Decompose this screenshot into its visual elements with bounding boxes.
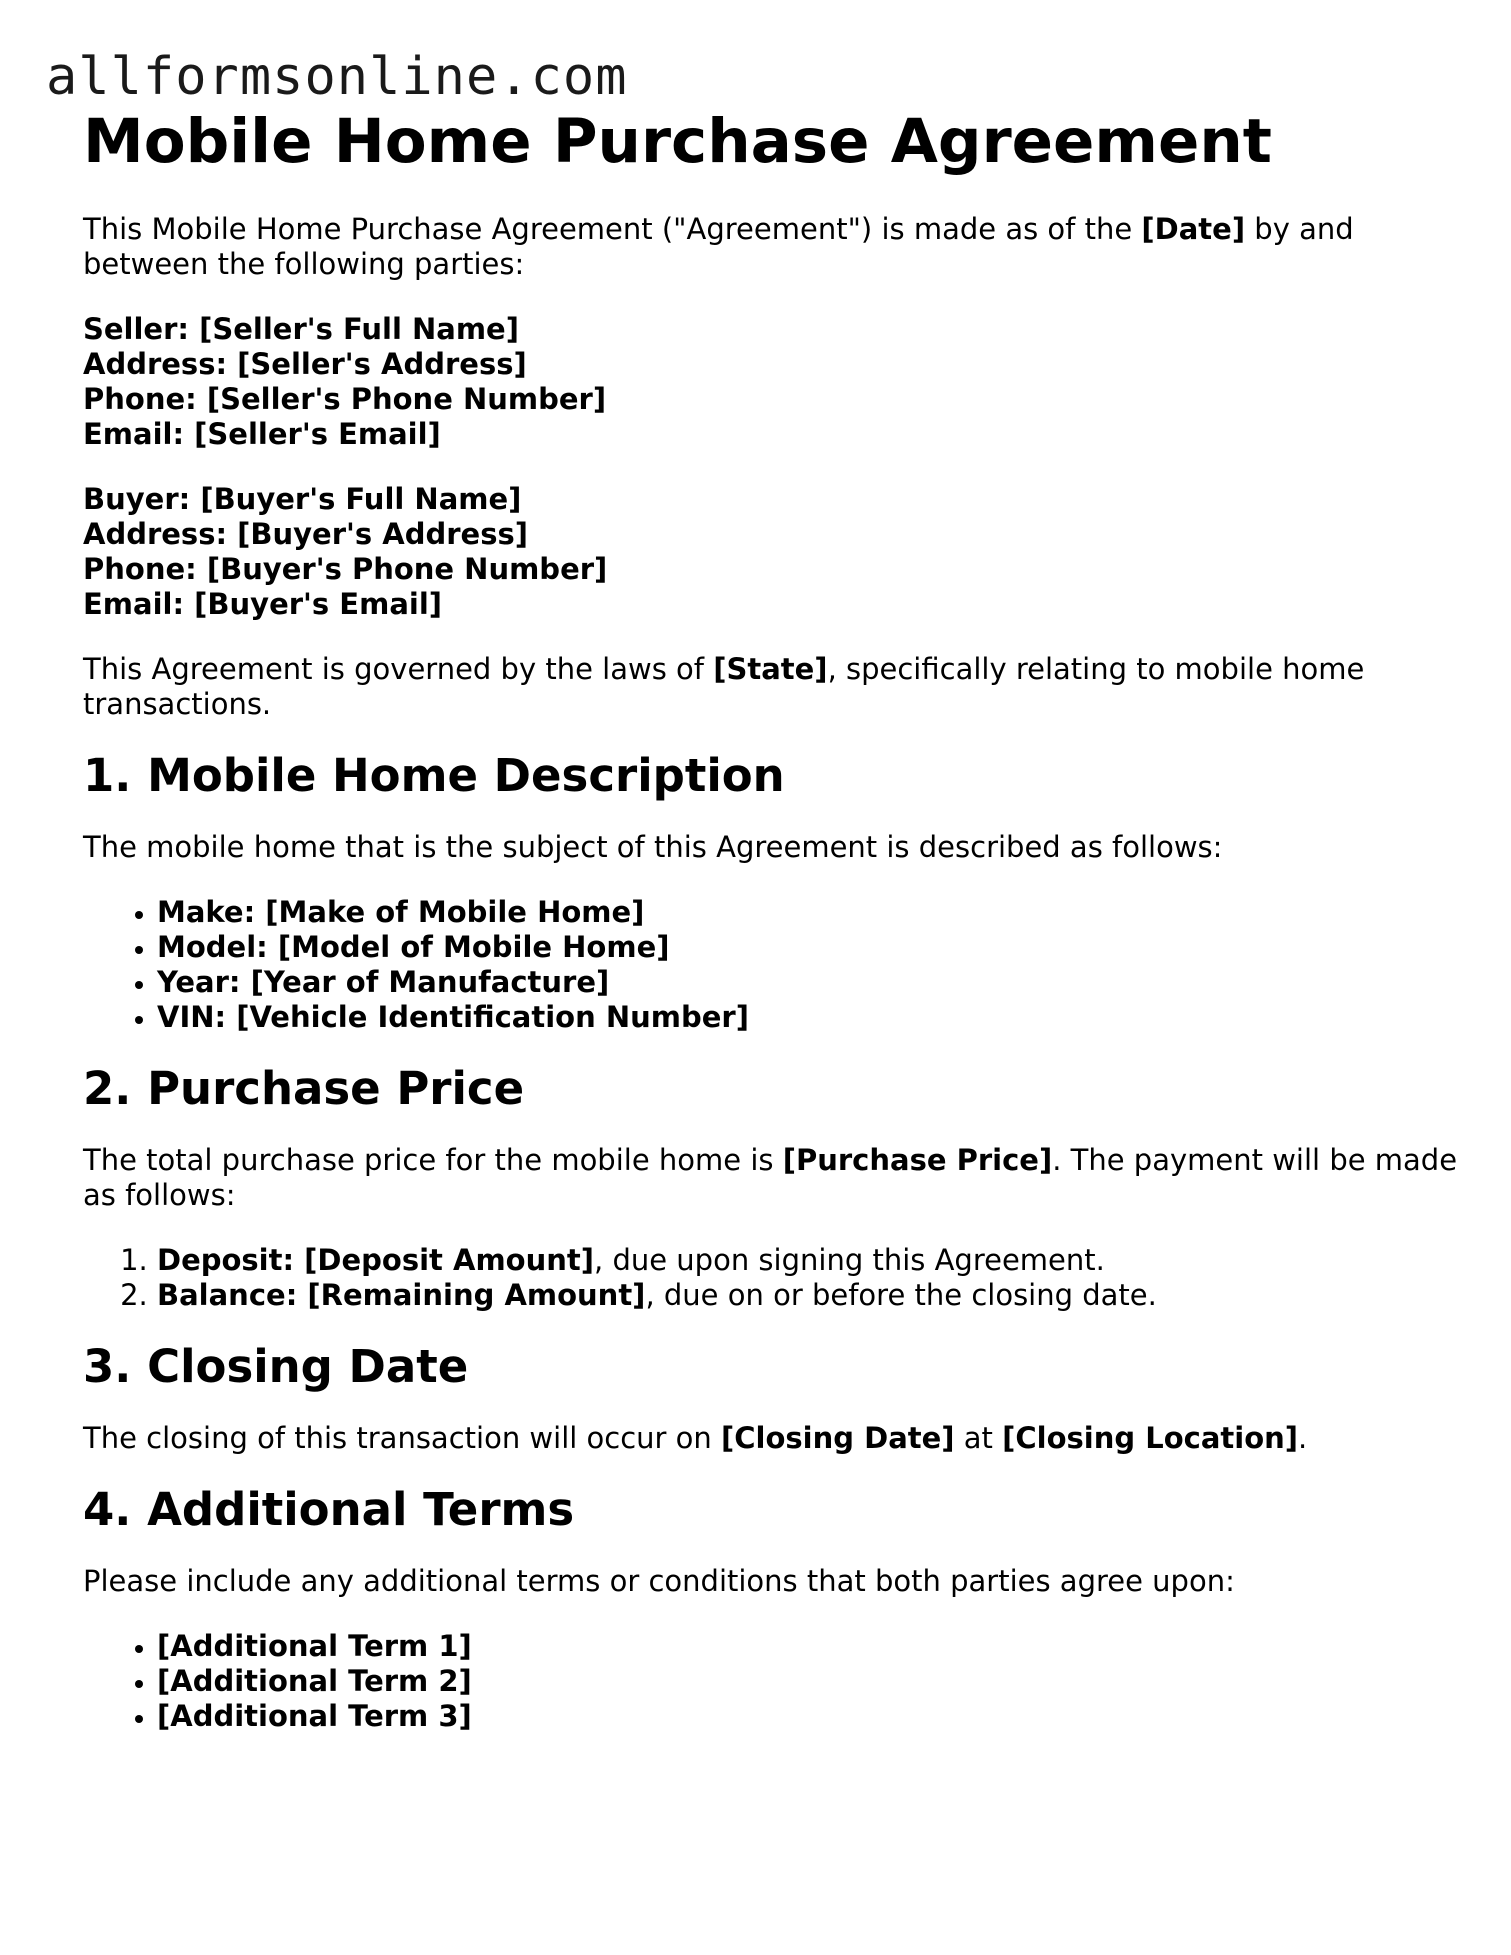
buyer-block [83, 482, 1463, 622]
list-item: • Make: [Make of Mobile Home] [157, 895, 1463, 930]
seller-block [83, 312, 1463, 452]
governing-law-paragraph [83, 652, 1463, 722]
closing-text-mid: at [954, 1421, 1003, 1455]
section-1-text: The mobile home that is the subject of this Agreement is described as follows: [83, 830, 1223, 864]
document-body [83, 100, 1463, 1734]
list-item [157, 1243, 1463, 1278]
list-item: • Model: [Model of Mobile Home] [157, 930, 1463, 965]
governing-state: [State] [713, 652, 828, 686]
seller-name: Seller: [Seller's Full Name] [83, 312, 519, 346]
balance-terms: , due on or before the closing date. [645, 1278, 1157, 1312]
intro-text-after: by and between the following parties: [83, 212, 1354, 281]
section-2-text [83, 1143, 1463, 1213]
price-text-after: . The payment will be made as follows: [83, 1143, 1458, 1212]
section-2-heading: 2. Purchase Price [83, 1062, 525, 1115]
closing-location: [Closing Location] [1002, 1421, 1299, 1455]
intro-paragraph [83, 212, 1463, 282]
price-text-before: The total purchase price for the mobile home is [83, 1143, 783, 1177]
seller-email: Email: [Seller's Email] [83, 417, 441, 451]
section-4-heading: 4. Additional Terms [83, 1483, 575, 1536]
list-item: • [Additional Term 3] [157, 1699, 1463, 1734]
list-item: • [Additional Term 1] [157, 1629, 1463, 1664]
deposit-label: Deposit: [Deposit Amount] [157, 1243, 595, 1277]
page-title: Mobile Home Purchase Agreement [83, 106, 1272, 177]
list-item [157, 1278, 1463, 1313]
purchase-price: [Purchase Price] [782, 1143, 1053, 1177]
section-4-list [83, 1629, 1463, 1734]
watermark: allformsonline.com [46, 47, 628, 107]
agreement-date: [Date] [1141, 212, 1246, 246]
buyer-address: Address: [Buyer's Address] [83, 517, 528, 551]
list-item: • VIN: [Vehicle Identification Number] [157, 1000, 1463, 1035]
closing-text-after: . [1298, 1421, 1308, 1455]
payment-list [83, 1243, 1463, 1313]
intro-text-before: This Mobile Home Purchase Agreement ("Agreement") is made as of the [83, 212, 1142, 246]
buyer-email: Email: [Buyer's Email] [83, 587, 443, 621]
seller-phone: Phone: [Seller's Phone Number] [83, 382, 607, 416]
closing-date: [Closing Date] [721, 1421, 955, 1455]
list-item: • [Additional Term 2] [157, 1664, 1463, 1699]
governing-text-before: This Agreement is governed by the laws of [83, 652, 714, 686]
section-3-text [83, 1421, 1463, 1456]
governing-text-after: , specifically relating to mobile home transactions. [83, 652, 1365, 721]
buyer-name: Buyer: [Buyer's Full Name] [83, 482, 522, 516]
seller-address: Address: [Seller's Address] [83, 347, 527, 381]
closing-text-before: The closing of this transaction will occur on [83, 1421, 722, 1455]
balance-label: Balance: [Remaining Amount] [157, 1278, 646, 1312]
list-item: • Year: [Year of Manufacture] [157, 965, 1463, 1000]
section-4-text: Please include any additional terms or conditions that both parties agree upon: [83, 1564, 1235, 1598]
section-1-heading: 1. Mobile Home Description [83, 749, 785, 802]
buyer-phone: Phone: [Buyer's Phone Number] [83, 552, 608, 586]
section-1-list [83, 895, 1463, 1035]
deposit-terms: , due upon signing this Agreement. [594, 1243, 1105, 1277]
section-3-heading: 3. Closing Date [83, 1340, 469, 1393]
